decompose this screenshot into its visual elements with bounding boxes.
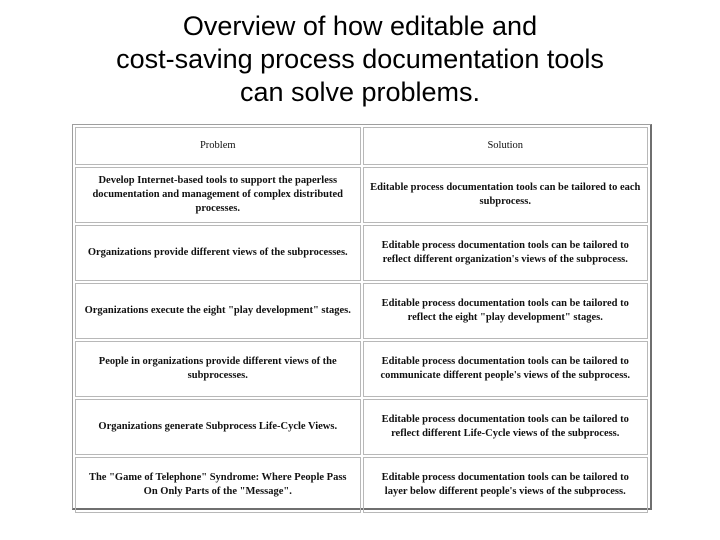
- title-line-2: cost-saving process documentation tools: [116, 44, 604, 74]
- table: [73, 125, 650, 515]
- table-row: [75, 457, 648, 513]
- problem-cell: The "Game of Telephone" Syndrome: Where People Pass On Only Parts of the "Message".: [75, 457, 361, 513]
- solution-cell: Editable process documentation tools can be tailored to reflect different Life-Cycle views of the subprocess.: [363, 399, 649, 455]
- solution-cell: Editable process documentation tools can be tailored to communicate different people's views of the subprocess.: [363, 341, 649, 397]
- problem-cell: Organizations generate Subprocess Life-Cycle Views.: [75, 399, 361, 455]
- problem-solution-table: [72, 124, 652, 510]
- table-row: [75, 341, 648, 397]
- problem-cell: Develop Internet-based tools to support the paperless documentation and management of complex distributed processes.: [75, 167, 361, 223]
- problem-cell: Organizations provide different views of the subprocesses.: [75, 225, 361, 281]
- solution-cell: Editable process documentation tools can be tailored to reflect different organization's views of the subprocess.: [363, 225, 649, 281]
- table-header-row: [75, 127, 648, 165]
- column-header-solution: Solution: [363, 127, 649, 165]
- solution-cell: Editable process documentation tools can be tailored to layer below different people's views of the subprocess.: [363, 457, 649, 513]
- column-header-problem: Problem: [75, 127, 361, 165]
- solution-cell: Editable process documentation tools can be tailored to reflect the eight "play development" stages.: [363, 283, 649, 339]
- table-row: [75, 283, 648, 339]
- table-row: [75, 167, 648, 223]
- title-line-1: Overview of how editable and: [182, 11, 538, 41]
- table-row: [75, 225, 648, 281]
- problem-cell: People in organizations provide different views of the subprocesses.: [75, 341, 361, 397]
- table-row: [75, 399, 648, 455]
- problem-cell: Organizations execute the eight "play development" stages.: [75, 283, 361, 339]
- slide-title: [40, 10, 680, 109]
- title-line-3: can solve problems.: [239, 77, 481, 107]
- solution-cell: Editable process documentation tools can be tailored to each subprocess.: [363, 167, 649, 223]
